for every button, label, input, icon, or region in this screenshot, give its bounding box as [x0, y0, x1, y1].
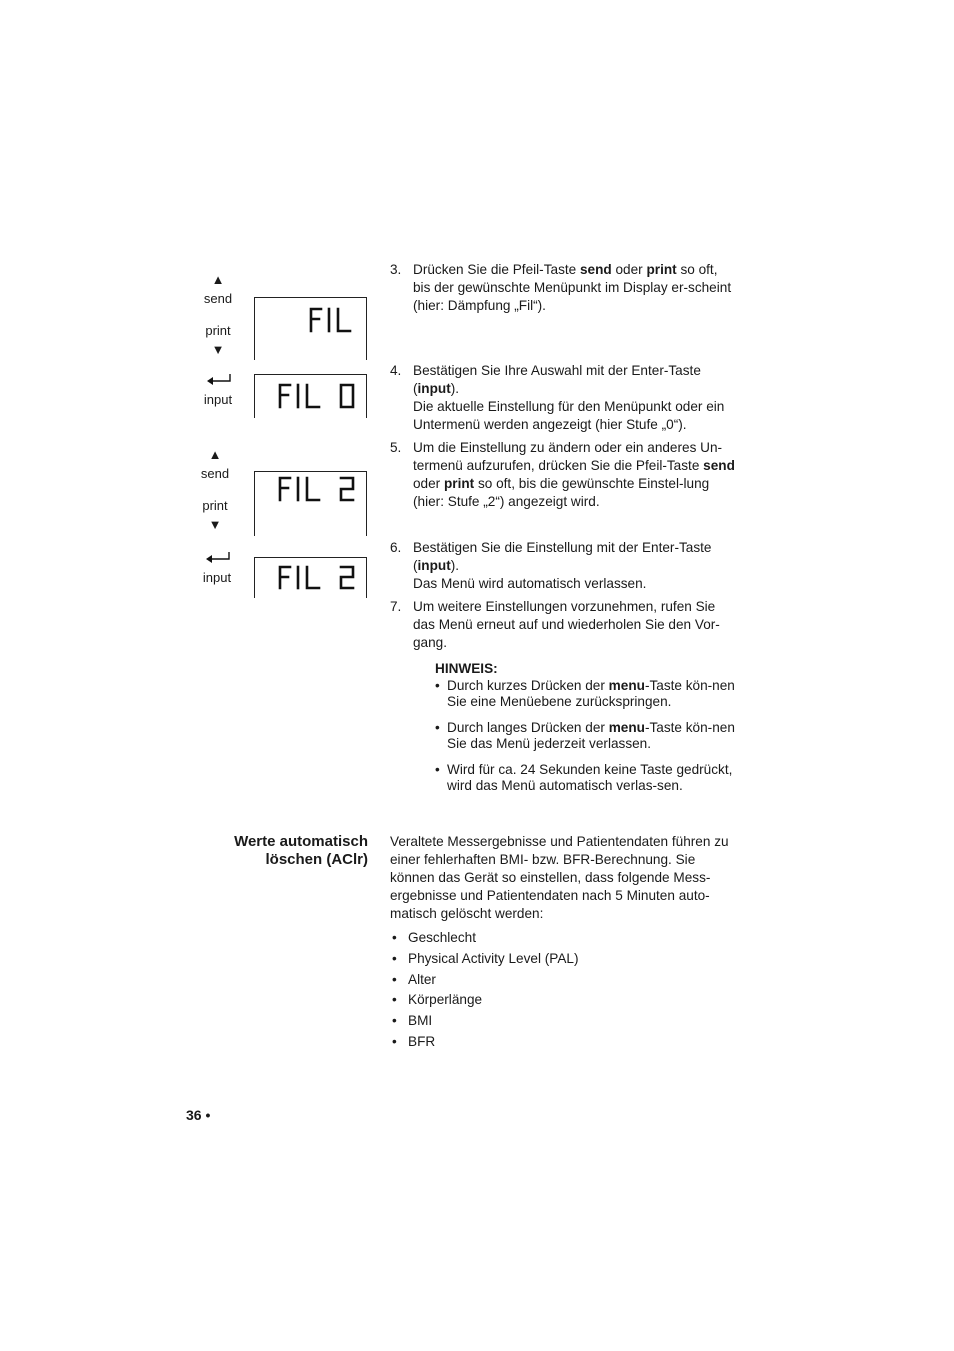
menu-keyword: menu: [608, 677, 645, 693]
step-3: [390, 261, 735, 315]
send-button-label: send: [203, 291, 233, 306]
list-item-text: Geschlecht: [408, 930, 477, 945]
section-heading-line: löschen (AClr): [265, 851, 368, 868]
lcd-text-fil-0: [255, 375, 366, 418]
down-arrow-icon: ▼: [211, 342, 225, 357]
send-button-label: send: [200, 466, 230, 481]
note-text: Durch langes Drücken der: [447, 719, 609, 735]
list-item-text: Physical Activity Level (PAL): [408, 950, 579, 966]
step-number: 6.: [390, 540, 402, 555]
send-keyword: send: [703, 458, 735, 473]
step-number: 5.: [390, 440, 402, 455]
lcd-display-1: [254, 297, 367, 360]
input-keyword: input: [417, 381, 451, 396]
lcd-display-2: [254, 374, 367, 418]
step-number: 4.: [390, 363, 402, 378]
step-text: Das Menü wird automatisch verlassen.: [413, 576, 647, 591]
list-item-text: BFR: [408, 1033, 436, 1049]
step-text: so oft, bis die gewünschte Einstel-lung (hier: Stufe „2“) angezeigt wird.: [413, 476, 710, 509]
deleted-values-list: [390, 928, 579, 1053]
step-text: ).: [450, 558, 460, 573]
step-text: Um die Einstellung zu ändern oder ein anderes Un-termenü aufzurufen, drücken Sie die Pfeil-Taste: [413, 440, 723, 473]
list-item: • BMI: [392, 1013, 433, 1029]
step-text: oder: [413, 476, 444, 491]
lcd-text-fil: [255, 298, 366, 360]
step-text: ).: [450, 381, 460, 396]
step-text: Bestätigen Sie die Einstellung mit der Enter-Taste (: [413, 540, 712, 573]
note-title: HINWEIS:: [435, 661, 498, 676]
list-item-text: BMI: [408, 1013, 433, 1029]
print-button-label: print: [205, 323, 231, 338]
input-button-label: input: [203, 392, 233, 407]
note-bullet: • Durch kurzes Drücken der menu-Taste kön-nen Sie eine Menüebene zurückspringen.: [435, 677, 735, 709]
step-7: [390, 598, 735, 652]
input-keyword: input: [417, 558, 451, 573]
note-text: -Taste kön-nen Sie eine Menüebene zurückspringen.: [447, 677, 735, 709]
step-text: so oft, bis der gewünschte Menüpunkt im Display er-scheint (hier: Dämpfung „Fil“).: [413, 262, 732, 313]
section-heading: [234, 833, 368, 869]
lcd-display-3: [254, 471, 367, 536]
step-text: Die aktuelle Einstellung für den Menüpunkt oder ein Untermenü werden angezeigt (hier Stufe „0“).: [413, 399, 725, 432]
section-paragraph: Veraltete Messergebnisse und Patientendaten führen zu einer fehlerhaften BMI- bzw. BFR-Berechnung. Sie können das Gerät so einstellen, dass folgende Mess-ergebnisse und Patientendaten nach 5 Minuten auto-matisch gelöscht werden:: [390, 834, 729, 921]
up-arrow-icon: ▲: [208, 447, 222, 462]
list-item: • BFR: [392, 1033, 436, 1049]
down-arrow-icon: ▼: [208, 517, 222, 532]
menu-keyword: menu: [608, 719, 645, 735]
enter-arrow-icon: [205, 551, 231, 565]
enter-arrow-icon: [206, 373, 232, 387]
lcd-text-fil-2: [255, 558, 366, 598]
step-text: Um weitere Einstellungen vorzunehmen, rufen Sie das Menü erneut auf und wiederholen Sie den Vor-gang.: [413, 599, 720, 650]
note-text: -Taste kön-nen Sie das Menü jederzeit verlassen.: [447, 719, 735, 751]
step-text: oder: [611, 262, 647, 277]
section-heading-line: Werte automatisch: [234, 833, 368, 850]
list-item: • Alter: [392, 971, 436, 987]
print-keyword: print: [646, 262, 677, 277]
list-item: • Geschlecht: [392, 930, 477, 945]
step-5: [390, 439, 735, 511]
input-button-label: input: [202, 570, 232, 585]
step-4: [390, 362, 735, 434]
print-button-label: print: [202, 498, 228, 513]
step-number: 3.: [390, 262, 402, 277]
lcd-display-4: [254, 557, 367, 598]
up-arrow-icon: ▲: [211, 272, 225, 287]
step-6: [390, 539, 735, 593]
step-text: Drücken Sie die Pfeil-Taste: [413, 262, 580, 277]
list-item-text: Alter: [408, 971, 436, 987]
note-text: Wird für ca. 24 Sekunden keine Taste gedrückt, wird das Menü automatisch verlas-sen.: [447, 761, 733, 793]
step-number: 7.: [390, 599, 402, 614]
lcd-text-fil-2: [255, 472, 366, 536]
note-bullet: • Wird für ca. 24 Sekunden keine Taste gedrückt, wird das Menü automatisch verlas-sen.: [435, 761, 733, 793]
list-item-text: Körperlänge: [408, 992, 483, 1008]
note-text: Durch kurzes Drücken der: [447, 677, 609, 693]
list-item: • Physical Activity Level (PAL): [392, 950, 579, 966]
print-keyword: print: [443, 476, 475, 491]
step-text: Bestätigen Sie Ihre Auswahl mit der Enter-Taste (: [413, 363, 701, 396]
note-bullet: • Durch langes Drücken der menu-Taste kön-nen Sie das Menü jederzeit verlassen.: [435, 719, 735, 751]
page-number: 36 •: [186, 1107, 211, 1123]
send-keyword: send: [579, 262, 612, 277]
list-item: • Körperlänge: [392, 992, 483, 1008]
note-box: [435, 661, 735, 795]
